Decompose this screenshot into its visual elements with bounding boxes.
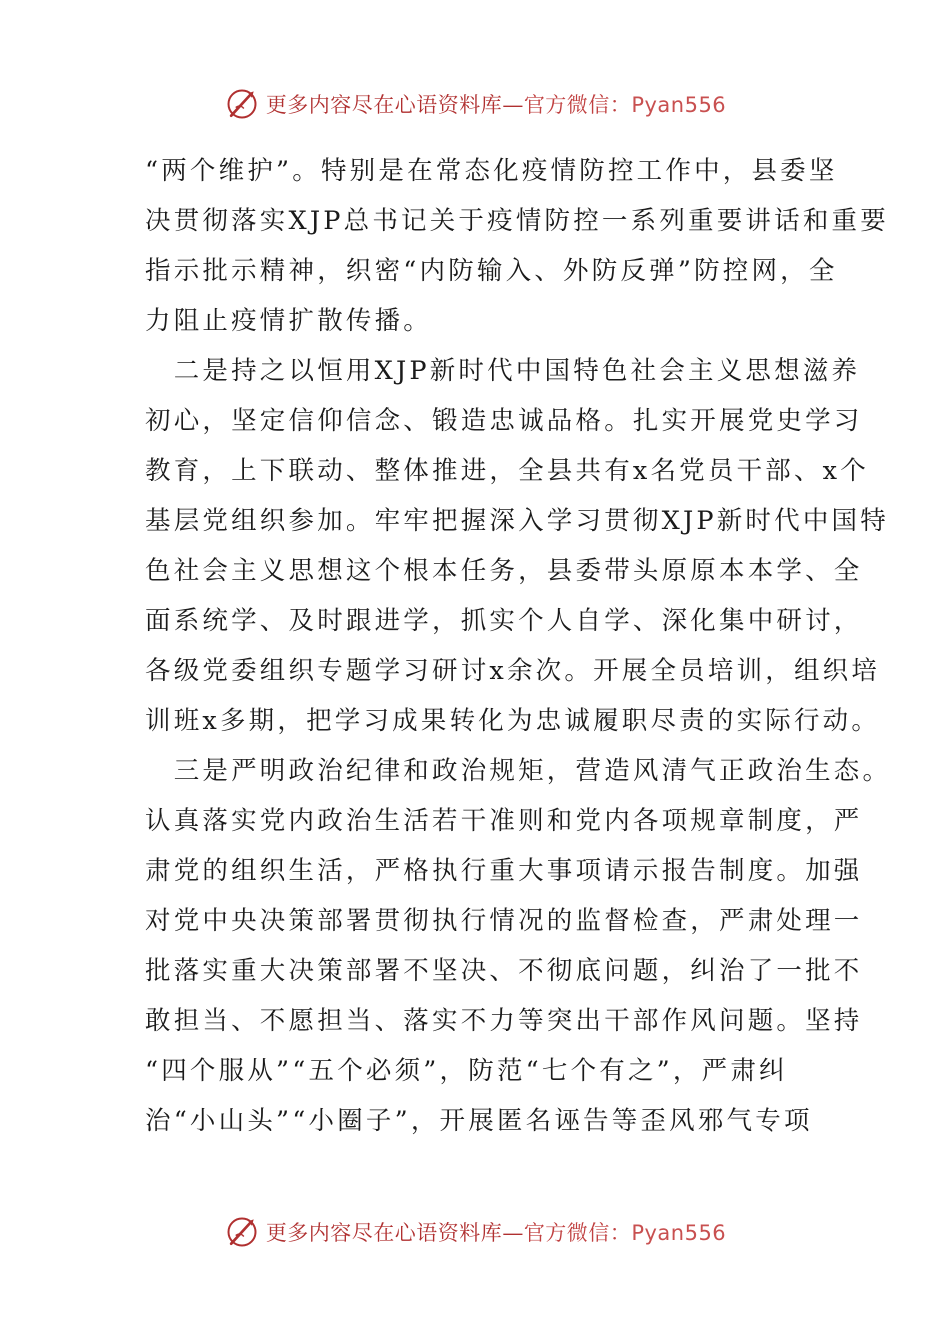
document-body — [145, 146, 892, 1146]
paragraph-start-line: 三是严明政治纪律和政治规矩，营造风清气正政治生态。 — [145, 756, 892, 786]
header-banner-dash: — — [502, 93, 524, 117]
body-line: 初心，坚定信仰信念、锻造忠诚品格。扎实开展党史学习 — [145, 406, 863, 436]
body-line: 指示批示精神，织密“内防输入、外防反弹”防控网，全 — [145, 256, 838, 286]
body-line: 力阻止疫情扩散传播。 — [145, 306, 433, 336]
footer-banner-main: 更多内容尽在心语资料库 — [265, 1221, 503, 1245]
body-line: “四个服从”“五个必须”，防范“七个有之”，严肃纠 — [145, 1056, 788, 1086]
header-wechat-label: 官方微信： — [523, 93, 632, 117]
body-line: 对党中央决策部署贯彻执行情况的监督检查，严肃处理一 — [145, 906, 863, 936]
header-banner — [0, 82, 950, 126]
pen-circle-logo-icon — [224, 86, 260, 122]
body-line: “两个维护”。特别是在常态化疫情防控工作中，县委坚 — [145, 156, 838, 186]
pen-circle-logo-icon — [224, 1214, 260, 1250]
footer-banner — [0, 1210, 950, 1254]
footer-wechat-label: 官方微信： — [523, 1221, 632, 1245]
body-line: 决贯彻落实XJP总书记关于疫情防控一系列重要讲话和重要 — [145, 206, 889, 236]
body-line: 肃党的组织生活，严格执行重大事项请示报告制度。加强 — [145, 856, 863, 886]
body-line: 敢担当、不愿担当、落实不力等突出干部作风问题。坚持 — [145, 1006, 863, 1036]
body-line: 训班x多期，把学习成果转化为忠诚履职尽责的实际行动。 — [145, 706, 881, 736]
header-banner-main: 更多内容尽在心语资料库 — [265, 93, 503, 117]
footer-banner-text — [266, 1217, 726, 1247]
body-line: 各级党委组织专题学习研讨x余次。开展全员培训，组织培 — [145, 656, 881, 686]
body-line: 批落实重大决策部署不坚决、不彻底问题，纠治了一批不 — [145, 956, 863, 986]
body-line: 基层党组织参加。牢牢把握深入学习贯彻XJP新时代中国特 — [145, 506, 889, 536]
header-banner-text — [266, 89, 726, 119]
body-line: 教育，上下联动、整体推进，全县共有x名党员干部、x个 — [145, 456, 869, 486]
body-line: 治“小山头”“小圈子”，开展匿名诬告等歪风邪气专项 — [145, 1106, 813, 1136]
footer-wechat-id: Pyan556 — [631, 1221, 727, 1245]
header-wechat-id: Pyan556 — [631, 93, 727, 117]
body-line: 面系统学、及时跟进学，抓实个人自学、深化集中研讨， — [145, 606, 863, 636]
body-line: 认真落实党内政治生活若干准则和党内各项规章制度，严 — [145, 806, 863, 836]
footer-banner-dash: — — [502, 1221, 524, 1245]
body-line: 色社会主义思想这个根本任务，县委带头原原本本学、全 — [145, 556, 863, 586]
paragraph-start-line: 二是持之以恒用XJP新时代中国特色社会主义思想滋养 — [145, 356, 861, 386]
